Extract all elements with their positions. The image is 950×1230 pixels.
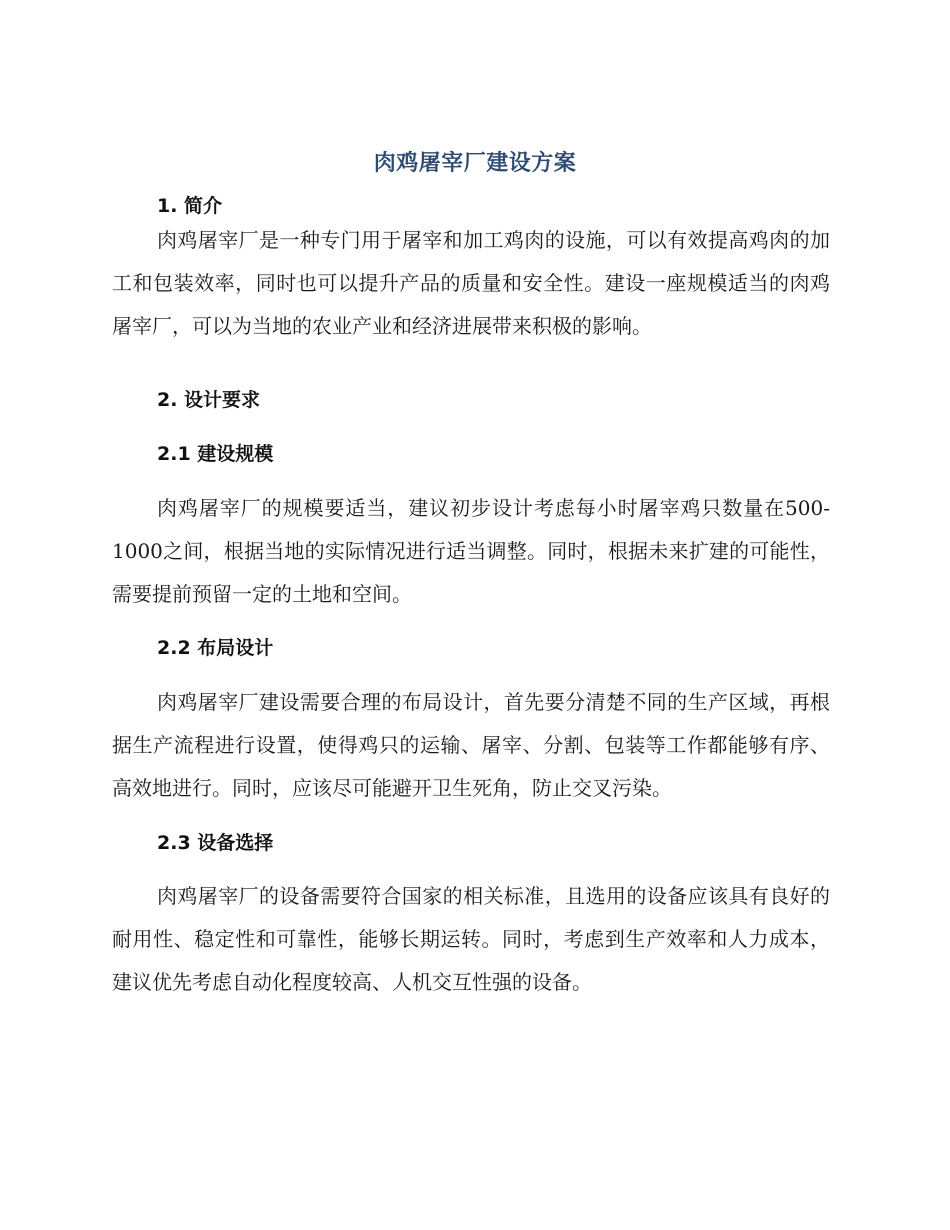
document-title: 肉鸡屠宰厂建设方案 bbox=[373, 151, 577, 176]
section-heading-equipment-selection: 2.3 设备选择 bbox=[157, 832, 274, 854]
section-heading-layout-design: 2.2 布局设计 bbox=[157, 637, 274, 659]
section-heading-intro: 1. 简介 bbox=[157, 195, 223, 217]
section-heading-construction-scale: 2.1 建设规模 bbox=[157, 443, 274, 465]
paragraph-equipment-selection: 肉鸡屠宰厂的设备需要符合国家的相关标准，且选用的设备应该具有良好的耐用性、稳定性和可靠性，能够长期运转。同时，考虑到生产效率和人力成本，建议优先考虑自动化程度较高、人机交互性强的设备。 bbox=[112, 884, 830, 994]
paragraph-layout-design: 肉鸡屠宰厂建设需要合理的布局设计，首先要分清楚不同的生产区域，再根据生产流程进行设置，使得鸡只的运输、屠宰、分割、包装等工作都能够有序、高效地进行。同时，应该尽可能避开卫生死角，防止交叉污染。 bbox=[112, 690, 830, 800]
paragraph-intro: 肉鸡屠宰厂是一种专门用于屠宰和加工鸡肉的设施，可以有效提高鸡肉的加工和包装效率，同时也可以提升产品的质量和安全性。建设一座规模适当的肉鸡屠宰厂，可以为当地的农业产业和经济进展带来积极的影响。 bbox=[112, 228, 830, 338]
section-heading-design-requirements: 2. 设计要求 bbox=[157, 389, 261, 411]
paragraph-construction-scale: 肉鸡屠宰厂的规模要适当，建议初步设计考虑每小时屠宰鸡只数量在500-1000之间，根据当地的实际情况进行适当调整。同时，根据未来扩建的可能性，需要提前预留一定的土地和空间。 bbox=[112, 496, 830, 606]
